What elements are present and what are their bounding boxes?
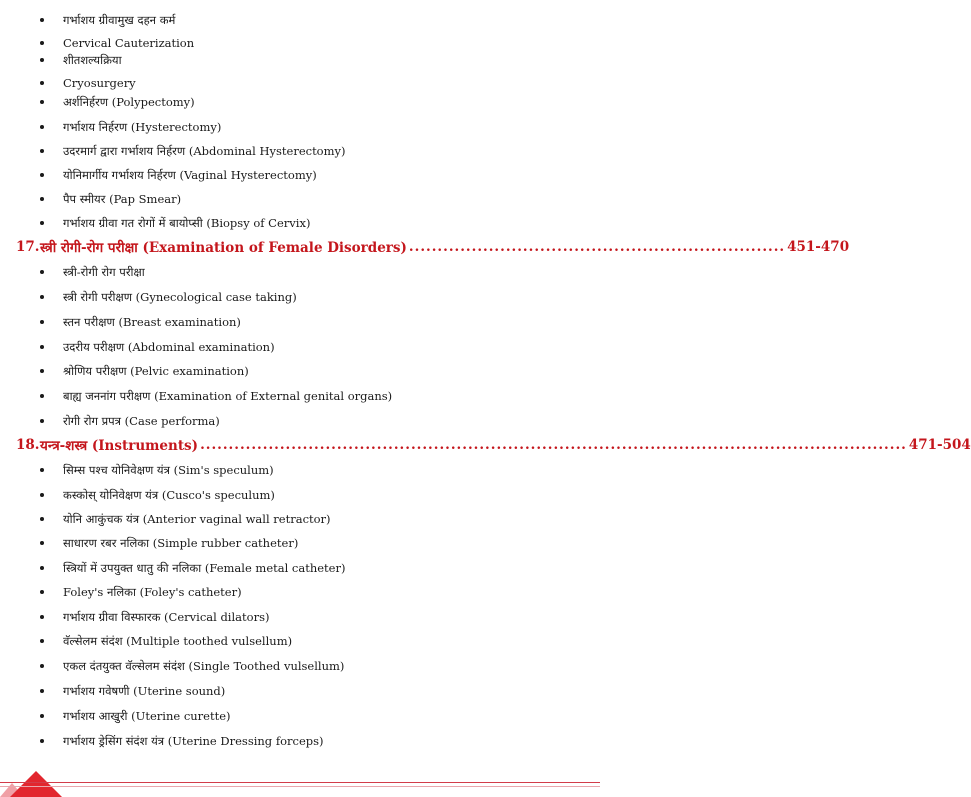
bullet xyxy=(40,566,44,570)
list-item xyxy=(40,580,580,604)
list-item xyxy=(40,359,580,383)
bullet xyxy=(40,394,44,398)
list-item-text: एकल दंतयुक्त वॅल्सेलम संदंश (Single Toothed vulsellum) xyxy=(63,658,345,673)
list-item-text: अर्शनिर्हरण (Polypectomy) xyxy=(63,94,195,109)
list-item xyxy=(40,654,580,678)
bullet xyxy=(40,58,44,62)
list-item-text: स्त्री-रोगी रोग परीक्षा xyxy=(63,264,145,279)
list-item-text: शीतशल्यक्रिया xyxy=(63,52,122,67)
list-item xyxy=(40,679,580,703)
bullet xyxy=(40,125,44,129)
list-item xyxy=(40,384,580,408)
list-item-text: पैप स्मीयर (Pap Smear) xyxy=(63,191,182,206)
list-item xyxy=(40,704,580,728)
list-item xyxy=(40,335,580,359)
list-item xyxy=(40,556,580,580)
list-item xyxy=(40,187,580,211)
bullet xyxy=(40,615,44,619)
list-item xyxy=(40,8,580,32)
chapter-page-range: 471-504 xyxy=(908,437,971,453)
list-item xyxy=(40,629,580,653)
list-item xyxy=(40,507,580,531)
chapter-heading-17[interactable] xyxy=(16,234,850,260)
list-item-text: कस्कोस् योनिवेक्षण यंत्र (Cusco's speculum) xyxy=(63,487,275,502)
list-item xyxy=(40,260,580,284)
list-item xyxy=(40,211,580,235)
list-item-text: योनि आकुंचक यंत्र (Anterior vaginal wall retractor) xyxy=(63,511,331,526)
bullet xyxy=(40,320,44,324)
bullet xyxy=(40,664,44,668)
bullet xyxy=(40,493,44,497)
list-item-text: स्त्री रोगी परीक्षण (Gynecological case taking) xyxy=(63,289,297,304)
chapter-number: 17. xyxy=(16,239,40,255)
bullet xyxy=(40,18,44,22)
list-item xyxy=(40,310,580,334)
list-item xyxy=(40,163,580,187)
bullet xyxy=(40,345,44,349)
list-item-text: स्त्रियों में उपयुक्त धातु की नलिका (Female metal catheter) xyxy=(63,560,346,575)
bullet xyxy=(40,81,44,85)
bullet xyxy=(40,517,44,521)
footer-rule xyxy=(0,782,600,783)
list-item-text: स्तन परीक्षण (Breast examination) xyxy=(63,314,241,329)
chapter-page-range: 451-470 xyxy=(787,239,850,255)
list-item-text: रोगी रोग प्रपत्र (Case performa) xyxy=(63,413,220,428)
bullet xyxy=(40,419,44,423)
chapter-number: 18. xyxy=(16,437,40,453)
list-item xyxy=(40,605,580,629)
bullet xyxy=(40,197,44,201)
footer-decoration-triangle xyxy=(10,771,62,797)
list-item-text: वॅल्सेलम संदंश (Multiple toothed vulsellum) xyxy=(63,633,293,648)
bullet xyxy=(40,739,44,743)
list-item xyxy=(40,139,580,163)
list-item-text: गर्भाशय ग्रीवामुख दहन कर्म xyxy=(63,12,176,27)
list-item-text: सिम्स पश्च योनिवेक्षण यंत्र (Sim's speculum) xyxy=(63,462,274,477)
bullet xyxy=(40,369,44,373)
bullet xyxy=(40,173,44,177)
list-item-text: उदरमार्ग द्वारा गर्भाशय निर्हरण (Abdominal Hysterectomy) xyxy=(63,143,346,158)
bullet xyxy=(40,295,44,299)
chapter-title: स्त्री रोगी-रोग परीक्षा (Examination of Female Disorders) xyxy=(40,240,407,256)
list-item-text: साधारण रबर नलिका (Simple rubber catheter) xyxy=(63,535,299,550)
list-item-text: गर्भाशय आखुरी (Uterine curette) xyxy=(63,708,231,723)
bullet xyxy=(40,221,44,225)
bullet xyxy=(40,714,44,718)
footer-rule xyxy=(0,786,600,787)
list-item-text: गर्भाशय ड्रेसिंग संदंश यंत्र (Uterine Dressing forceps) xyxy=(63,733,324,748)
list-item-text: श्रोणिय परीक्षण (Pelvic examination) xyxy=(63,363,249,378)
list-item-text: Cryosurgery xyxy=(63,76,136,90)
list-item xyxy=(40,285,580,309)
list-item-text: गर्भाशय निर्हरण (Hysterectomy) xyxy=(63,119,222,134)
bullet xyxy=(40,468,44,472)
list-item xyxy=(40,483,580,507)
chapter-leader-dots: .................................................................. xyxy=(408,239,786,255)
chapter-title: यन्त्र-शस्त्र (Instruments) xyxy=(40,438,199,454)
list-item-text: उदरीय परीक्षण (Abdominal examination) xyxy=(63,339,275,354)
list-item xyxy=(40,115,580,139)
list-item xyxy=(40,729,580,753)
bullet xyxy=(40,149,44,153)
bullet xyxy=(40,689,44,693)
list-item xyxy=(40,409,580,433)
list-item-text: गर्भाशय ग्रीवा गत रोगों में बायोप्सी (Biopsy of Cervix) xyxy=(63,215,311,230)
bullet xyxy=(40,639,44,643)
list-item xyxy=(40,48,580,72)
list-item-text: Foley's नलिका (Foley's catheter) xyxy=(63,584,242,599)
bullet xyxy=(40,590,44,594)
bullet xyxy=(40,41,44,45)
list-item-text: गर्भाशय गवेषणी (Uterine sound) xyxy=(63,683,226,698)
chapter-leader-dots: ............................................................................................................................ xyxy=(200,437,907,453)
list-item-text: Cervical Cauterization xyxy=(63,36,195,50)
list-item xyxy=(40,531,580,555)
list-item xyxy=(40,90,580,114)
list-item xyxy=(40,458,580,482)
list-item-text: गर्भाशय ग्रीवा विस्फारक (Cervical dilators) xyxy=(63,609,270,624)
bullet xyxy=(40,541,44,545)
chapter-heading-18[interactable] xyxy=(16,432,971,458)
bullet xyxy=(40,270,44,274)
bullet xyxy=(40,100,44,104)
list-item-text: योनिमार्गीय गर्भाशय निर्हरण (Vaginal Hysterectomy) xyxy=(63,167,317,182)
list-item-text: बाह्य जननांग परीक्षण (Examination of External genital organs) xyxy=(63,388,393,403)
